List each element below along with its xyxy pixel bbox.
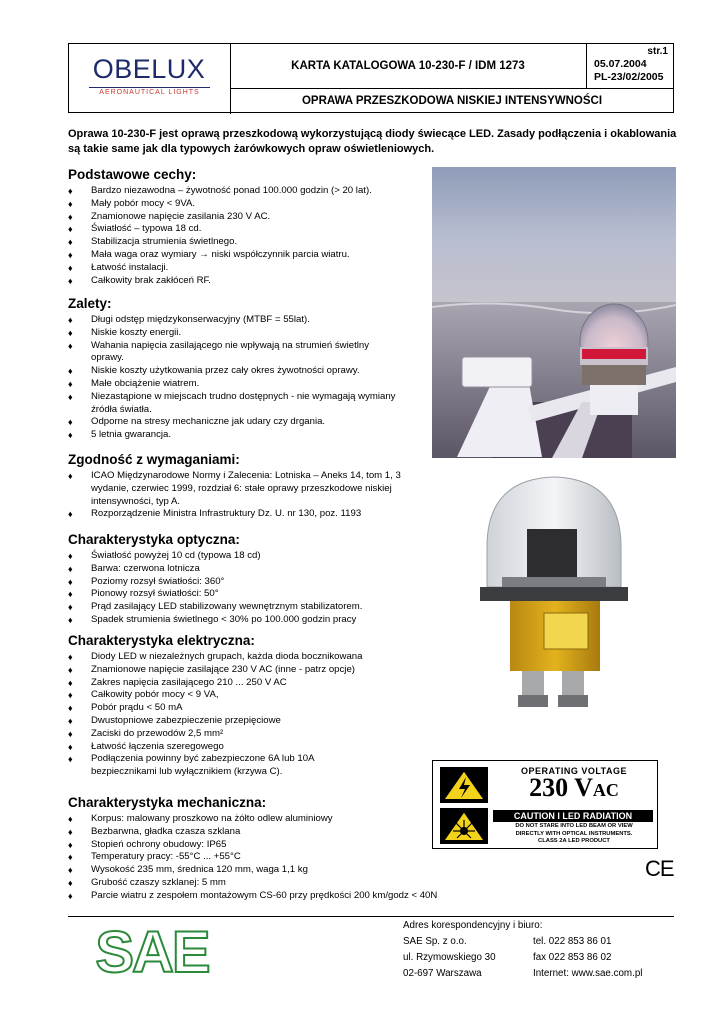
section-title: Zalety: — [68, 296, 112, 311]
advantages-list — [68, 314, 423, 442]
section-advantages — [68, 295, 423, 442]
list-item: ♦ Wysokość 235 mm, średnica 120 mm, waga 1,1 kg — [68, 864, 423, 877]
ce-mark: CE — [645, 856, 674, 881]
list-item: ♦ Całkowity brak zakłóceń RF. — [68, 275, 423, 288]
section-title: Charakterystyka mechaniczna: — [68, 795, 267, 810]
caution-note: CLASS 2A LED PRODUCT — [538, 838, 610, 844]
section-title: Podstawowe cechy: — [68, 167, 197, 182]
list-item: ♦ Łatwość łączenia szeregowego — [68, 741, 423, 754]
contact-fax: fax 022 853 86 02 — [533, 952, 612, 963]
section-optical — [68, 531, 423, 627]
list-item: ♦ Poziomy rozsył światłości: 360° — [68, 576, 423, 589]
logo-divider — [89, 87, 210, 88]
list-item: ♦ Bardzo niezawodna – żywotność ponad 100.000 godzin (> 20 lat). — [68, 185, 423, 198]
list-item: ♦ Korpus: malowany proszkowo na żółto odlew aluminiowy — [68, 813, 423, 826]
section-electrical — [68, 632, 423, 779]
section-title: Charakterystyka elektryczna: — [68, 633, 255, 648]
voltage-number: 230 V — [529, 773, 593, 802]
list-item: ♦ Barwa: czerwona lotnicza — [68, 563, 423, 576]
list-item: ♦ ICAO Międzynarodowe Normy i Zalecenia: Lotniska – Aneks 14, tom 1, 3 wydanie, czerwiec 1999, rozdział 6: stałe oprawy przeszkodowe niskiej intensywności, typ A. — [68, 470, 423, 508]
winter-installation-photo — [432, 167, 676, 458]
header-table — [68, 43, 674, 113]
list-item: ♦ Prąd zasilający LED stabilizowany wewnętrznym stabilizatorem. — [68, 601, 423, 614]
list-item: ♦ Mały pobór mocy < 9VA. — [68, 198, 423, 211]
list-item: ♦ Łatwość instalacji. — [68, 262, 423, 275]
contact-website[interactable]: Internet: www.sae.com.pl — [533, 968, 643, 979]
caution-notes — [493, 823, 655, 846]
list-item: ♦ Stabilizacja strumienia świetlnego. — [68, 236, 423, 249]
list-item: ♦ Znamionowe napięcie zasilające 230 V AC (inne - patrz opcje) — [68, 664, 423, 677]
section-title: Charakterystyka optyczna: — [68, 532, 240, 547]
list-item: ♦ Zakres napięcia zasilającego 210 ... 250 V AC — [68, 677, 423, 690]
section-basic-features — [68, 166, 423, 287]
date-cell — [586, 44, 674, 89]
list-item: ♦ Pobór prądu < 50 mA — [68, 702, 423, 715]
logo-text: OBELUX — [92, 54, 206, 84]
list-item: ♦ Grubość czaszy szklanej: 5 mm — [68, 877, 423, 890]
list-item: ♦ Odporne na stresy mechaniczne jak udary czy drgania. — [68, 416, 423, 429]
footer-divider — [68, 916, 674, 917]
list-item: ♦ Zaciski do przewodów 2,5 mm² — [68, 728, 423, 741]
mechanical-list — [68, 813, 438, 903]
list-item: ♦ Rozporządzenie Ministra Infrastruktury Dz. U. nr 130, poz. 1193 — [68, 508, 423, 521]
list-item: ♦ Wahania napięcia zasilającego nie wpływają na strumień świetlny oprawy. — [68, 340, 423, 366]
document-date: 05.07.2004 — [594, 58, 647, 70]
electrical-list — [68, 651, 423, 779]
product-photo — [432, 467, 676, 727]
feature-list — [68, 185, 423, 287]
warning-label — [432, 760, 658, 849]
address-heading: Adres korespondencyjny i biuro: — [403, 920, 543, 931]
list-item: ♦ Podłączenia powinny być zabezpieczone 6A lub 10A bezpiecznikami lub wyłącznikiem (krzywa C). — [68, 753, 423, 779]
obelux-logo — [69, 44, 231, 114]
list-item: ♦ Niezastąpione w miejscach trudno dostępnych - nie wymagają wymiany źródła światła. — [68, 391, 423, 417]
list-item: ♦ Małe obciążenie wiatrem. — [68, 378, 423, 391]
list-item: ♦ Parcie wiatru z zespołem montażowym CS-60 przy prędkości 200 km/godz < 40N — [68, 890, 511, 903]
intro-paragraph: Oprawa 10-230-F jest oprawą przeszkodową wykorzystującą diody świecące LED. Zasady podłączenia i okablowania są takie same jak dla typowych żarówkowych opraw oświetleniowych. — [68, 128, 677, 155]
list-item: ♦ Stopień ochrony obudowy: IP65 — [68, 839, 423, 852]
document-subtitle: OPRAWA PRZESZKODOWA NISKIEJ INTENSYWNOŚCI — [301, 95, 603, 107]
list-item: ♦ Całkowity pobór mocy < 9 VA, — [68, 689, 423, 702]
caution-note: DO NOT STARE INTO LED BEAM OR VIEW — [515, 823, 633, 829]
list-item: ♦ Diody LED w niezależnych grupach, każda dioda bocznikowana — [68, 651, 423, 664]
sae-logo-text: SAE — [95, 920, 209, 985]
document-title: KARTA KATALOGOWA 10-230-F / IDM 1273 — [230, 44, 587, 89]
address-company: SAE Sp. z o.o. — [403, 936, 467, 947]
document-ref: PL-23/02/2005 — [594, 71, 664, 83]
list-item: ♦ Niskie koszty użytkowania przez cały okres żywotności oprawy. — [68, 365, 423, 378]
list-item: ♦ Znamionowe napięcie zasilania 230 V AC. — [68, 211, 423, 224]
sae-logo — [78, 920, 226, 985]
list-item: ♦ Długi odstęp międzykonserwacyjny (MTBF = 55lat). — [68, 314, 423, 327]
voltage-value — [493, 773, 655, 805]
list-item: ♦ Dwustopniowe zabezpieczenie przepięciowe — [68, 715, 423, 728]
list-item: ♦ 5 letnia gwarancja. — [68, 429, 423, 442]
section-compliance — [68, 451, 423, 521]
list-item: ♦ Pionowy rozsył światłości: 50° — [68, 588, 423, 601]
address-street: ul. Rzymowskiego 30 — [403, 952, 496, 963]
laser-radiation-icon — [440, 808, 488, 844]
page-number: str.1 — [647, 46, 668, 57]
caution-banner: CAUTION I LED RADIATION — [493, 810, 653, 822]
voltage-suffix: AC — [592, 780, 619, 800]
list-item: ♦ Światłość – typowa 18 cd. — [68, 223, 423, 236]
list-item: ♦ Spadek strumienia świetlnego < 30% po 100.000 godzin pracy — [68, 614, 423, 627]
list-item: ♦ Bezbarwna, gładka czasza szklana — [68, 826, 423, 839]
section-title: Zgodność z wymaganiami: — [68, 452, 240, 467]
list-item: ♦ Światłość powyżej 10 cd (typowa 18 cd) — [68, 550, 423, 563]
list-item: ♦ Mała waga oraz wymiary → niski współczynnik parcia wiatru. — [68, 249, 423, 262]
section-mechanical — [68, 794, 438, 903]
high-voltage-icon — [440, 767, 488, 803]
address-city: 02-697 Warszawa — [403, 968, 482, 979]
caution-note: DIRECTLY WITH OPTICAL INSTRUMENTS. — [515, 830, 633, 837]
logo-subtitle: AERONAUTICAL LIGHTS — [99, 89, 200, 96]
list-item: ♦ Niskie koszty energii. — [68, 327, 423, 340]
optical-list — [68, 550, 423, 627]
contact-phone: tel. 022 853 86 01 — [533, 936, 612, 947]
list-item: ♦ Temperatury pracy: -55°C ... +55°C — [68, 851, 423, 864]
compliance-list — [68, 470, 423, 521]
operating-voltage-label: OPERATING VOLTAGE — [520, 766, 627, 776]
